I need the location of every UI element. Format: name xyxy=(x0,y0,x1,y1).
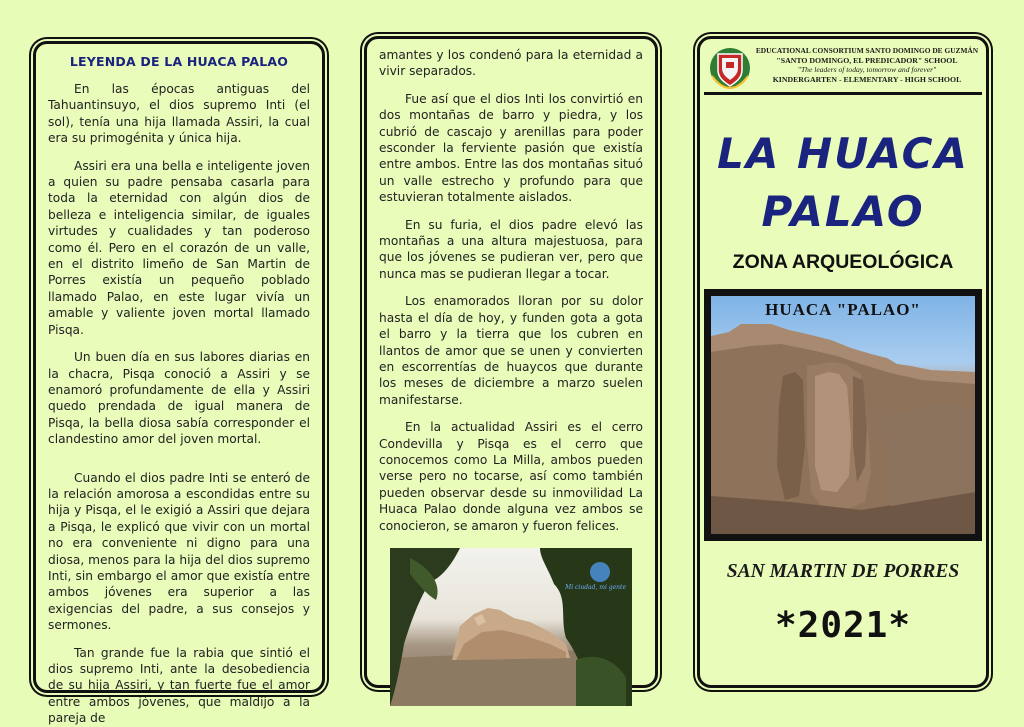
school-line: KINDERGARTEN - ELEMENTARY - HIGH SCHOOL xyxy=(772,74,962,84)
cover-panel xyxy=(697,36,989,688)
legend-paragraph: Un buen día en sus labores diarias en la chacra, Pisqa conoció a Assiri y se enamoró profundamente de ella y Assiri quedo prendada de igual manera de Pisqa, la bella diosa sabía corresponder el clandestino amor del joven mortal. xyxy=(48,350,310,447)
school-crest-icon xyxy=(708,46,752,90)
school-motto: "The leaders of today, tomorrow and forever" xyxy=(797,65,937,75)
legend-paragraph: En su furia, el dios padre elevó las montañas a una altura majestuosa, para que los jóvenes se pudieran ver, pero que nunca mas se pudieran llegar a tocar. xyxy=(379,217,643,281)
legend-paragraph: amantes y los condenó para la eternidad a vivir separados. xyxy=(379,48,643,79)
huaca-ruins-illustration xyxy=(711,296,975,534)
legend-paragraph: En la actualidad Assiri es el cerro Condevilla y Pisqa es el cerro que conocemos como La Milla, ambos pueden verse pero no tocarse, así como también pueden observar desde su inmovilidad La Huaca Palao donde alguna vez ambos se conocieron, se amaron y fueron felices. xyxy=(379,420,643,533)
huaca-trees-photo xyxy=(390,548,632,706)
huaca-photo-frame xyxy=(704,289,982,541)
legend-paragraph: En las épocas antiguas del Tahuantinsuyo, el dios supremo Inti (el sol), tenía una hija llamada Assiri, la cual era su primogénita y única hija. xyxy=(48,82,310,146)
huaca-trees-illustration xyxy=(390,548,632,706)
cover-title xyxy=(700,125,986,241)
huaca-main-photo xyxy=(711,296,975,534)
school-name-block xyxy=(754,46,980,84)
cover-title-line: PALAO xyxy=(761,187,925,236)
year-label: *2021* xyxy=(774,605,912,646)
legend-paragraph: Fue así que el dios Inti los convirtió en dos montañas de barro y piedra, y los cubrió de cascajo y arenillas para poder esconder la ferviente pasión que existía entre ambos. Entre las dos montañas situó un valle estrecho y profundo para que estuvieran totalmente aislados. xyxy=(379,91,643,205)
photo-caption: HUACA "PALAO" xyxy=(765,300,921,319)
school-header xyxy=(704,43,982,95)
school-line: "SANTO DOMINGO, EL PREDICADOR" SCHOOL xyxy=(776,55,958,65)
legend-paragraph: Los enamorados lloran por su dolor hasta el día de hoy, y funden gota a gota el barro y la tierra que los cubren en llantos de amor que se unen y convierten en escorrentías de huaycos que durante los meses de diciembre a marzo suelen manifestarse. xyxy=(379,294,643,407)
cover-title-line: LA HUACA xyxy=(717,129,969,178)
legend-paragraph: Tan grande fue la rabia que sintió el dios supremo Inti, ante la desobediencia de su hija Assiri, y tan fuerte fue el amor entre ambos jóvenes, que maldijo a la pareja de xyxy=(48,645,310,726)
district-label: SAN MARTIN DE PORRES xyxy=(726,561,960,582)
school-line: EDUCATIONAL CONSORTIUM SANTO DOMINGO DE GUZMÁN xyxy=(755,46,979,55)
cover-subtitle: ZONA ARQUEOLÓGICA xyxy=(732,251,954,273)
legend-paragraph: Cuando el dios padre Inti se enteró de la relación amorosa a escondidas entre su hija y Pisqa, el le exigió a Assiri que dejara a Pisqa, le explicó que vivir con un mortal no era conveniente ni digno para una diosa, menos para la hija del dios supremo Inti, sin embargo el amor que existía entre ambos jóvenes era superior a las exigencias del padre, a sus consejos y sermones. xyxy=(48,470,310,633)
legend-heading: LEYENDA DE LA HUACA PALAO xyxy=(69,54,289,69)
left-panel xyxy=(33,41,325,726)
legend-paragraph: Assiri era una bella e inteligente joven a quien su padre pensaba casarla para toda la eternidad con algún dios de belleza e inteligencia similar, de iguales virtudes y cualidades y tan poderoso como él. Pero en el corazón de un valle, en el distrito limeño de San Martin de Porres existía un pequeño poblado llamado Palao, en este lugar vivía un amable y valiente joven mortal llamado Pisqa. xyxy=(48,158,310,337)
middle-panel xyxy=(364,36,658,688)
photo-watermark: Mi ciudad, mi gente xyxy=(565,583,626,591)
